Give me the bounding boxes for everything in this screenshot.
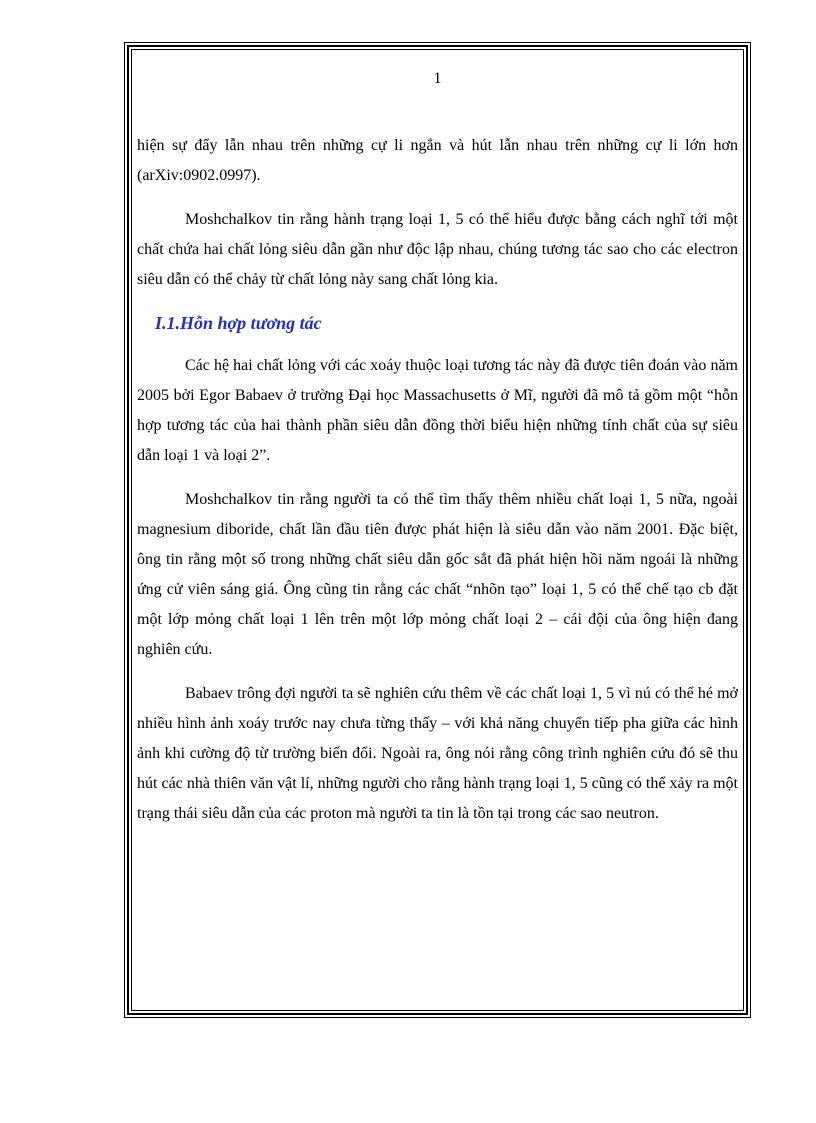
section-heading: I.1.Hỗn hợp tương tác [155,313,322,333]
paragraph-spacer [137,337,738,351]
paragraph-spacer [137,665,738,679]
paragraph-moshchalkov-theory: Moshchalkov tin rằng hành trạng loại 1, 5 có thể hiểu được bằng cách nghĩ tới một chất chứa hai chất lỏng siêu dẫn gần như độc lập nhau, chúng tương tác sao cho các electron siêu dẫn có thể chảy từ chất lỏng này sang chất lỏng kia. [137,211,738,288]
paragraph-more-materials: Moshchalkov tin rằng người ta có thể tìm thấy thêm nhiều chất loại 1, 5 nữa, ngoài magnesium diboride, chất lần đầu tiên được phát hiện là siêu dẫn vào năm 2001. Đặc biệt, ông tin rằng một số trong những chất siêu dẫn gốc sắt đã phát hiện hồi năm ngoái là những ứng cử viên sáng giá. Ông cũng tin rằng các chất “nhõn tạo” loại 1, 5 có thể chế tạo cb đặt một lớp mỏng chất loại 1 lên trên một lớp mỏng chất loại 2 – cái đội của ông hiện đang nghiên cứu. [137,491,738,658]
page-border-frame [124,42,751,1018]
paragraph-spacer [137,471,738,485]
paragraph-babaev-expectations: Babaev trông đợi người ta sẽ nghiên cứu thêm về các chất loại 1, 5 vì nú có thể hé mở nhiều hình ảnh xoáy trước nay chưa từng thấy – với khả năng chuyển tiếp pha giữa các hình ảnh khi cường độ từ trường biến đổi. Ngoài ra, ông nói rằng công trình nghiên cứu đó sẽ thu hút các nhà thiên văn vật lí, những người cho rằng hành trạng loại 1, 5 cũng có thể xảy ra một trạng thái siêu dẫn của các proton mà người ta tin là tồn tại trong các sao neutron. [137,685,738,822]
paragraph-spacer [137,295,738,309]
paragraph-continued: hiện sự đẩy lẫn nhau trên những cự li ngắn và hút lẫn nhau trên những cự li lớn hơn (arXiv:0902.0997). [137,137,738,184]
page-number: 1 [433,70,442,87]
document-body [137,131,738,829]
paragraph-two-fluid-systems: Các hệ hai chất lỏng với các xoáy thuộc loại tương tác này đã được tiên đoán vào năm 2005 bởi Egor Babaev ở trường Đại học Massachusetts ở Mĩ, người đã mô tả gồm một “hỗn hợp tương tác của hai thành phần siêu dẫn đồng thời biểu hiện những tính chất của sự siêu dẫn loại 1 và loại 2”. [137,357,738,464]
paragraph-spacer [137,191,738,205]
